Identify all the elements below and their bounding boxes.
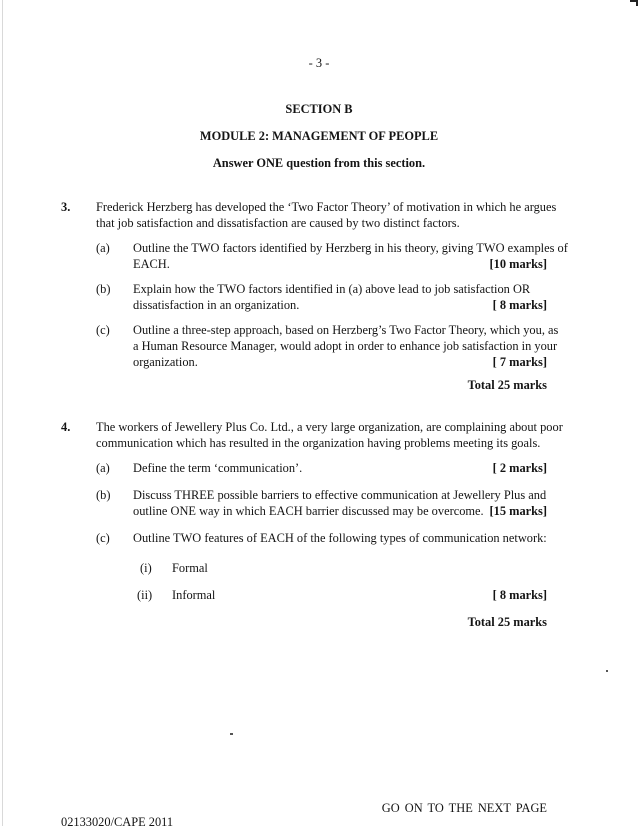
part-text-line: dissatisfaction in an organization. [133, 298, 300, 312]
marks-label: [ 8 marks] [492, 588, 547, 602]
part-text-line: Outline a three-step approach, based on Herzberg’s Two Factor Theory, which you, as [133, 323, 559, 337]
part-text-line: Define the term ‘communication’. [133, 461, 303, 475]
part-text-line: Outline TWO features of EACH of the following types of communication network: [133, 531, 547, 545]
part-label: (b) [96, 282, 111, 296]
page-number: - 3 - [308, 56, 330, 70]
subpart-text: Formal [172, 561, 208, 575]
part-text-line: Explain how the TWO factors identified in (a) above lead to job satisfaction OR [133, 282, 531, 296]
scan-speck [230, 733, 233, 735]
question-number: 3. [61, 200, 71, 214]
section-instruction: Answer ONE question from this section. [212, 156, 426, 170]
part-label: (a) [96, 461, 110, 475]
section-title: SECTION B [285, 102, 353, 116]
part-text-line: organization. [133, 355, 198, 369]
part-label: (c) [96, 323, 110, 337]
next-page-note: GO ON TO THE NEXT PAGE [381, 801, 547, 815]
subpart-text: Informal [172, 588, 216, 602]
module-title: MODULE 2: MANAGEMENT OF PEOPLE [199, 129, 439, 143]
marks-label: [ 2 marks] [492, 461, 547, 475]
marks-label: [ 8 marks] [492, 298, 547, 312]
paper-code: 02133020/CAPE 2011 [61, 815, 174, 826]
question-number: 4. [61, 420, 71, 434]
corner-mark [630, 0, 638, 6]
scan-speck [606, 670, 608, 672]
part-text-line: Discuss THREE possible barriers to effective communication at Jewellery Plus and [133, 488, 547, 502]
question-stem-line: The workers of Jewellery Plus Co. Ltd., a very large organization, are complaining about poor [96, 420, 563, 434]
part-label: (b) [96, 488, 111, 502]
total-marks: Total 25 marks [467, 378, 547, 392]
part-label: (c) [96, 531, 110, 545]
part-label: (a) [96, 241, 110, 255]
question-stem-line: that job satisfaction and dissatisfaction are caused by two distinct factors. [96, 216, 460, 230]
part-text-line: EACH. [133, 257, 170, 271]
scan-edge-line [2, 0, 3, 826]
subpart-label: (ii) [137, 588, 153, 602]
marks-label: [15 marks] [489, 504, 547, 518]
part-text-line: a Human Resource Manager, would adopt in order to enhance job satisfaction in your [133, 339, 558, 353]
total-marks: Total 25 marks [467, 615, 547, 629]
part-text-line: outline ONE way in which EACH barrier discussed may be overcome. [133, 504, 484, 518]
marks-label: [ 7 marks] [492, 355, 547, 369]
marks-label: [10 marks] [489, 257, 547, 271]
question-stem-line: communication which has resulted in the organization having problems meeting its goals. [96, 436, 541, 450]
question-stem-line: Frederick Herzberg has developed the ‘Two Factor Theory’ of motivation in which he argues [96, 200, 557, 214]
part-text-line: Outline the TWO factors identified by Herzberg in his theory, giving TWO examples of [133, 241, 568, 255]
subpart-label: (i) [140, 561, 152, 575]
